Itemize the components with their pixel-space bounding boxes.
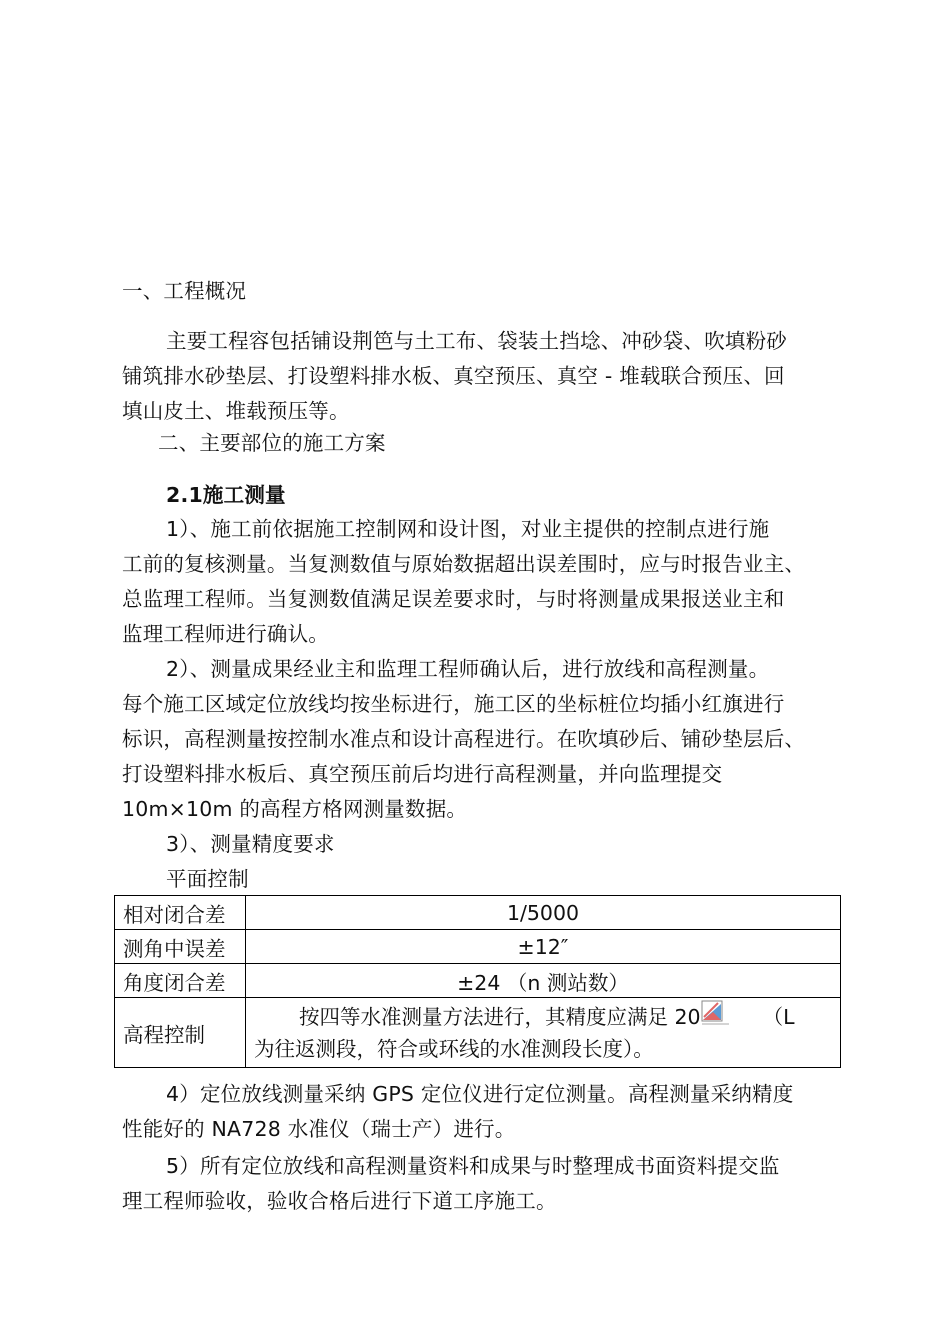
paragraph-line: 10m×10m 的高程方格网测量数据。 [122,797,468,821]
paragraph-line: 理工程师验收，验收合格后进行下道工序施工。 [122,1189,557,1213]
elevation-text: 为往返测段，符合或环线的水准测段长度）。 [254,1037,654,1061]
paragraph-line: 2）、测量成果经业主和监理工程师确认后，进行放线和高程测量。 [166,657,770,681]
table-row [115,930,841,964]
section-1-title: 一、工程概况 [122,279,247,303]
table-cell-label: 相对闭合差 [115,896,246,930]
paragraph-line: 每个施工区域定位放线均按坐标进行，施工区的坐标桩位均插小红旗进行 [122,692,785,716]
paragraph-line: 5）所有定位放线和高程测量资料和成果与时整理成书面资料提交监 [166,1154,780,1178]
paragraph-line: 填山皮土、堆载预压等。 [122,399,350,423]
table-cell-value: 1/5000 [246,896,841,930]
paragraph-line: 性能好的 NA728 水准仪（瑞士产）进行。 [122,1117,516,1141]
paragraph-line: 4）定位放线测量采纳 GPS 定位仪进行定位测量。高程测量采纳精度 [166,1082,794,1106]
paragraph-line: 总监理工程师。当复测数值满足误差要求时，与时将测量成果报送业主和 [122,587,785,611]
table-cell-label: 测角中误差 [115,930,246,964]
paragraph-line: 1）、施工前依据施工控制网和设计图，对业主提供的控制点进行施 [166,517,770,541]
table-row [115,998,841,1068]
formula-image-icon [701,1000,729,1026]
paragraph-line: 平面控制 [166,867,249,891]
subsection-2-1-title: 2.1施工测量 [166,483,286,507]
table-cell-value: ±12″ [246,930,841,964]
table-cell-value: ±24 （n 测站数） [246,964,841,998]
paragraph-line: 铺筑排水砂垫层、打设塑料排水板、真空预压、真空 - 堆载联合预压、回 [122,364,785,388]
table-row [115,964,841,998]
table-cell-value [246,998,841,1068]
section-2-title: 二、主要部位的施工方案 [158,431,386,455]
table-row [115,896,841,930]
paragraph-line: 监理工程师进行确认。 [122,622,329,646]
table-cell-label: 高程控制 [115,998,246,1068]
elevation-text: 按四等水准测量方法进行，其精度应满足 20 [299,1005,701,1029]
paragraph-line: 工前的复核测量。当复测数值与原始数据超出误差围时，应与时报告业主、 [122,552,806,576]
precision-table [114,895,841,1068]
paragraph-line: 标识，高程测量按控制水准点和设计高程进行。在吹填砂后、铺砂垫层后、 [122,727,806,751]
paragraph-line: 打设塑料排水板后、真空预压前后均进行高程测量，并向监理提交 [122,762,723,786]
paragraph-line: 3）、测量精度要求 [166,832,335,856]
paragraph-line: 主要工程容包括铺设荆笆与土工布、袋装土挡埝、冲砂袋、吹填粉砂 [166,329,787,353]
elevation-text: （L [762,1005,795,1029]
table-cell-label: 角度闭合差 [115,964,246,998]
